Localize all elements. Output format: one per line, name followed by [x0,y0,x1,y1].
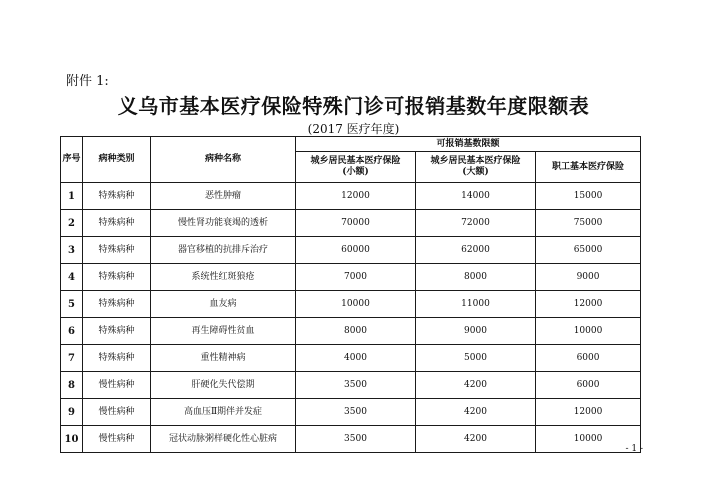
header-resident-large [416,152,536,183]
cell-no: 8 [61,372,83,399]
cell-resident-small: 3500 [296,426,416,453]
cell-category: 慢性病种 [83,426,151,453]
cell-resident-large: 9000 [416,318,536,345]
table-row [61,264,641,291]
cell-resident-large: 8000 [416,264,536,291]
cell-category: 特殊病种 [83,291,151,318]
document-subtitle: (2017 医疗年度) [307,122,400,136]
header-resident-small [296,152,416,183]
cell-category: 特殊病种 [83,237,151,264]
table-row [61,210,641,237]
header-seq: 序号 [61,137,83,183]
table-row [61,318,641,345]
cell-category: 特殊病种 [83,183,151,210]
header-resident-large-line1: 城乡居民基本医疗保险 [430,156,521,166]
cell-employee: 75000 [536,210,641,237]
cell-resident-large: 4200 [416,372,536,399]
cell-disease-name: 慢性肾功能衰竭的透析 [151,210,296,237]
cell-employee: 10000 [536,318,641,345]
cell-category: 特殊病种 [83,210,151,237]
cell-category: 慢性病种 [83,399,151,426]
document-title: 义乌市基本医疗保险特殊门诊可报销基数年度限额表 [117,94,590,118]
table-row [61,345,641,372]
cell-disease-name: 器官移植的抗排斥治疗 [151,237,296,264]
cell-disease-name: 重性精神病 [151,345,296,372]
table-row [61,291,641,318]
header-resident-small-line1: 城乡居民基本医疗保险 [310,156,401,166]
cell-category: 特殊病种 [83,318,151,345]
cell-resident-small: 8000 [296,318,416,345]
cell-disease-name: 恶性肿瘤 [151,183,296,210]
cell-no: 10 [61,426,83,453]
cell-resident-large: 62000 [416,237,536,264]
cell-no: 7 [61,345,83,372]
page-number: - 1 - [625,444,643,454]
cell-no: 2 [61,210,83,237]
cell-no: 6 [61,318,83,345]
cell-employee: 9000 [536,264,641,291]
quota-table [60,136,641,453]
header-resident-large-line2: (大额) [462,167,489,177]
cell-resident-large: 72000 [416,210,536,237]
cell-disease-name: 再生障碍性贫血 [151,318,296,345]
cell-no: 3 [61,237,83,264]
table-row [61,426,641,453]
cell-resident-small: 3500 [296,399,416,426]
cell-resident-large: 4200 [416,399,536,426]
cell-disease-name: 冠状动脉粥样硬化性心脏病 [151,426,296,453]
cell-no: 4 [61,264,83,291]
header-employee: 职工基本医疗保险 [536,152,641,183]
cell-resident-small: 60000 [296,237,416,264]
cell-disease-name: 高血压Ⅱ期伴并发症 [151,399,296,426]
cell-employee: 6000 [536,345,641,372]
cell-resident-small: 4000 [296,345,416,372]
cell-employee: 15000 [536,183,641,210]
cell-no: 1 [61,183,83,210]
cell-resident-large: 11000 [416,291,536,318]
table-row [61,399,641,426]
header-disease-name: 病种名称 [151,137,296,183]
cell-resident-small: 7000 [296,264,416,291]
cell-resident-small: 10000 [296,291,416,318]
cell-disease-name: 系统性红斑狼疮 [151,264,296,291]
cell-disease-name: 血友病 [151,291,296,318]
table-row [61,372,641,399]
cell-employee: 12000 [536,399,641,426]
cell-resident-large: 14000 [416,183,536,210]
attachment-label: 附件 1: [66,74,109,89]
table-row [61,183,641,210]
header-category: 病种类别 [83,137,151,183]
cell-resident-small: 70000 [296,210,416,237]
cell-resident-large: 4200 [416,426,536,453]
cell-no: 5 [61,291,83,318]
cell-category: 特殊病种 [83,345,151,372]
cell-employee: 10000 [536,426,641,453]
cell-category: 特殊病种 [83,264,151,291]
cell-no: 9 [61,399,83,426]
cell-category: 慢性病种 [83,372,151,399]
cell-disease-name: 肝硬化失代偿期 [151,372,296,399]
cell-employee: 65000 [536,237,641,264]
cell-employee: 6000 [536,372,641,399]
cell-resident-small: 12000 [296,183,416,210]
cell-employee: 12000 [536,291,641,318]
table-row [61,237,641,264]
cell-resident-large: 5000 [416,345,536,372]
header-resident-small-line2: (小额) [342,167,369,177]
cell-resident-small: 3500 [296,372,416,399]
header-limit-group: 可报销基数限额 [296,137,641,152]
